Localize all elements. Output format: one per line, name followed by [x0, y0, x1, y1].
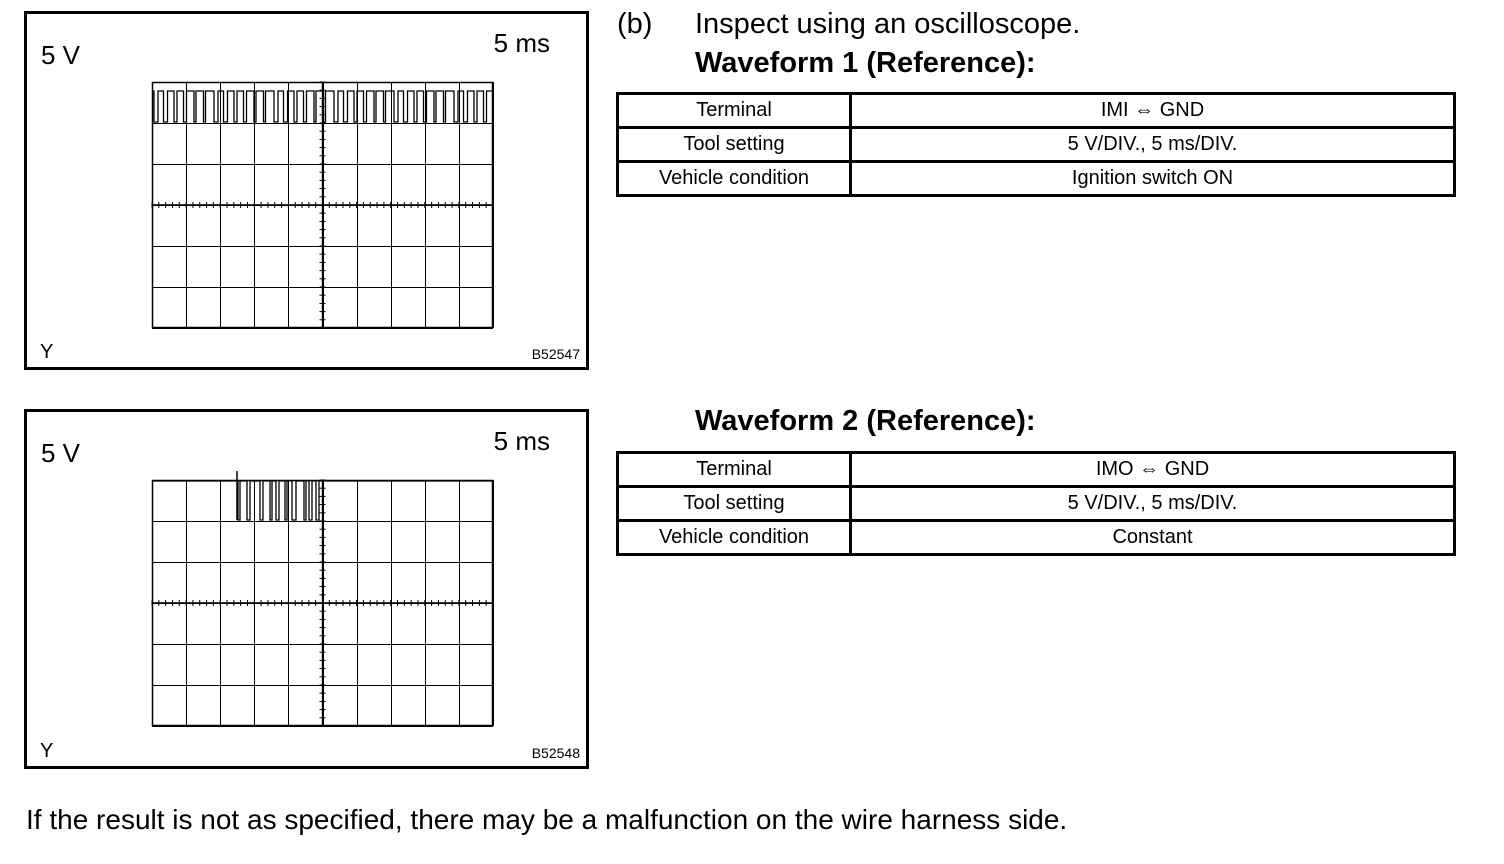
tool-setting-value: 5 V/DIV., 5 ms/DIV. [851, 128, 1455, 162]
figure-code: B52548 [531, 745, 580, 761]
vehicle-condition-value: Constant [851, 521, 1455, 555]
terminal-value: IMI ⇔ GND [851, 94, 1455, 128]
waveform-2-spec-table [616, 451, 1456, 556]
table-row [618, 128, 1455, 162]
time-scale-label: 5 ms [493, 28, 550, 58]
tool-setting-label: Tool setting [618, 128, 851, 162]
oscilloscope-grid-2 [152, 480, 493, 726]
time-scale-label: 5 ms [493, 426, 550, 456]
waveform-1-title: Waveform 1 (Reference): [695, 47, 1036, 79]
terminal-value: IMO ⇔ GND [851, 453, 1455, 487]
table-row [618, 453, 1455, 487]
oscilloscope-screen-waveform-2 [24, 409, 589, 769]
y-reference-label: Y [40, 341, 54, 363]
vehicle-condition-label: Vehicle condition [618, 162, 851, 196]
tool-setting-label: Tool setting [618, 487, 851, 521]
vehicle-condition-label: Vehicle condition [618, 521, 851, 555]
table-row [618, 487, 1455, 521]
waveform-2-title: Waveform 2 (Reference): [695, 405, 1036, 437]
voltage-scale-label: 5 V [41, 438, 81, 468]
oscilloscope-screen-waveform-1 [24, 11, 589, 370]
step-instruction: Inspect using an oscilloscope. [695, 8, 1081, 40]
tool-setting-value: 5 V/DIV., 5 ms/DIV. [851, 487, 1455, 521]
table-row [618, 162, 1455, 196]
terminal-label: Terminal [618, 94, 851, 128]
step-label: (b) [617, 8, 653, 40]
figure-code: B52547 [531, 346, 580, 362]
voltage-scale-label: 5 V [41, 40, 81, 70]
footer-note: If the result is not as specified, there may be a malfunction on the wire harness side. [26, 804, 1068, 835]
table-row [618, 94, 1455, 128]
table-row [618, 521, 1455, 555]
oscilloscope-grid-1 [152, 82, 493, 328]
vehicle-condition-value: Ignition switch ON [851, 162, 1455, 196]
waveform-1-spec-table [616, 92, 1456, 197]
terminal-label: Terminal [618, 453, 851, 487]
y-reference-label: Y [40, 740, 54, 762]
